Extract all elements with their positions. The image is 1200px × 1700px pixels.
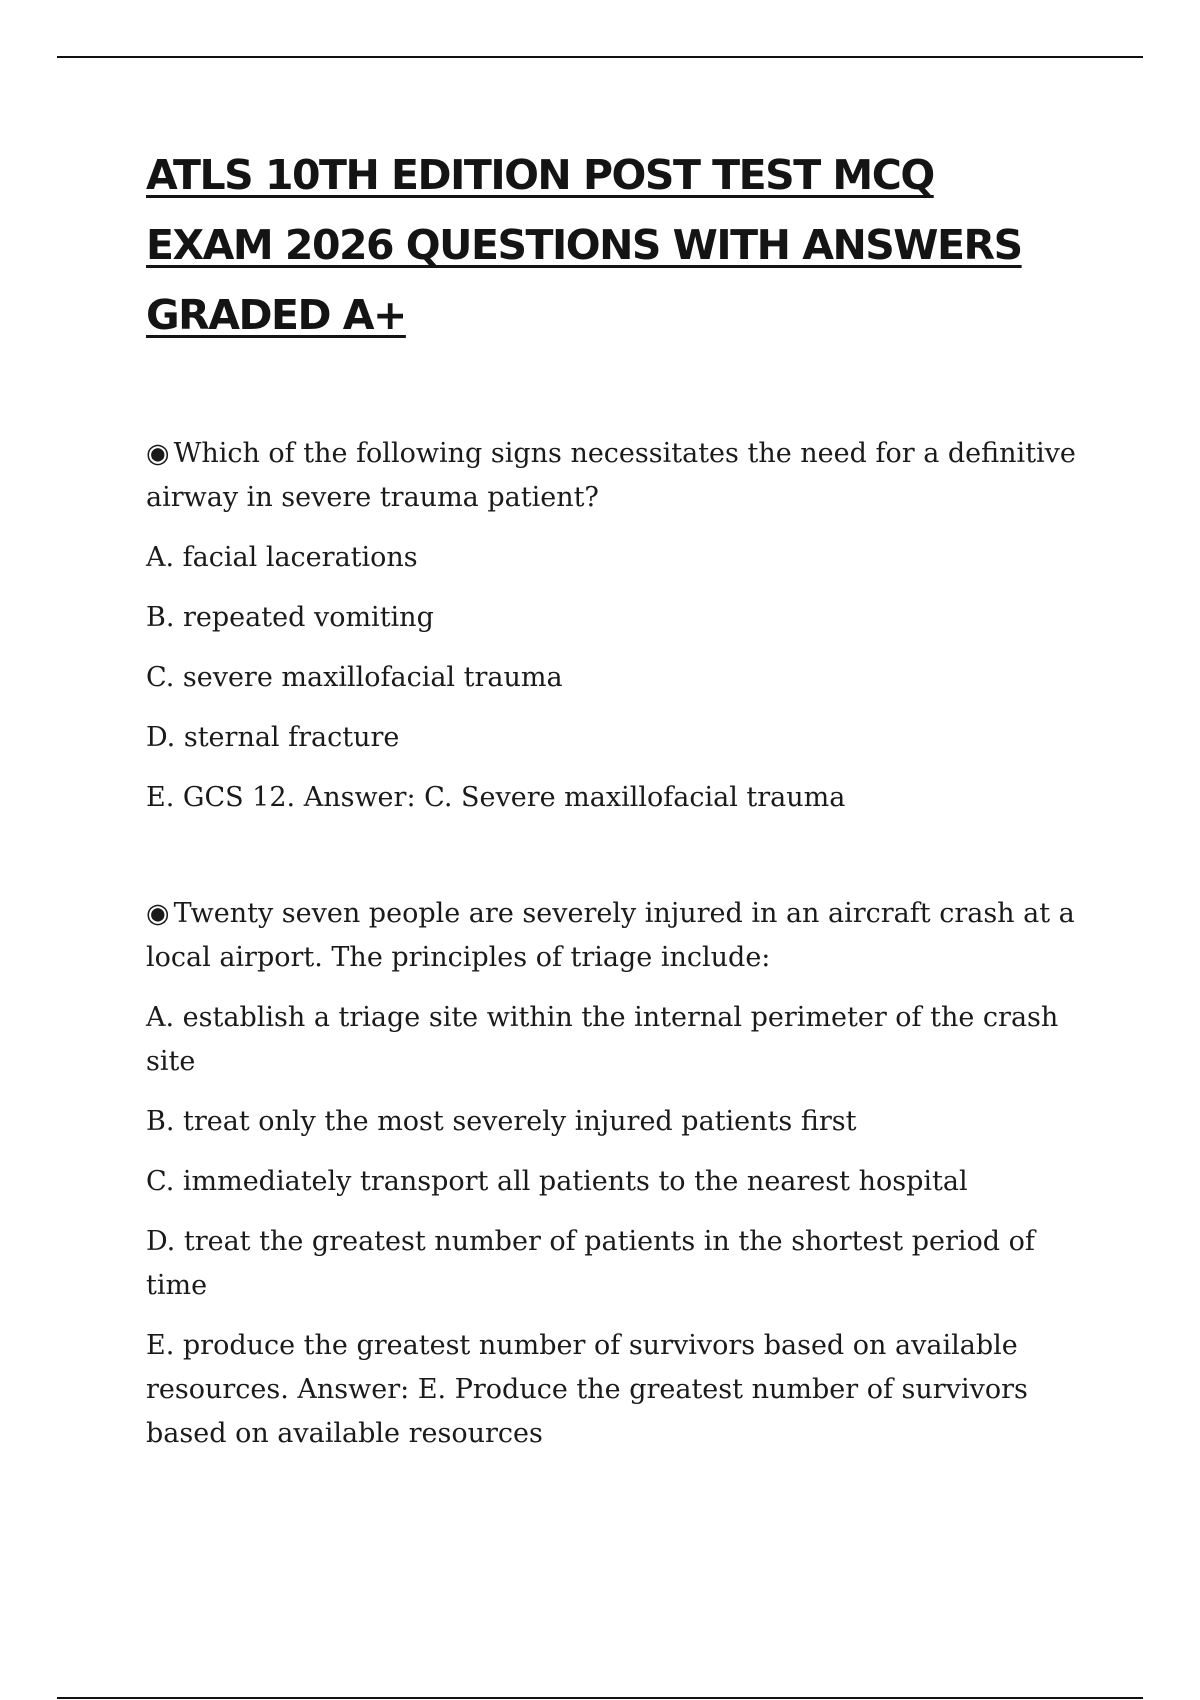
option-d: D. treat the greatest number of patients in the shortest period of time <box>146 1226 1035 1301</box>
document-body <box>146 140 1096 1472</box>
question-stem <box>146 432 1096 520</box>
option-c: C. severe maxillofacial trauma <box>146 662 563 693</box>
option-e-with-answer: E. GCS 12. Answer: C. Severe maxillofacial trauma <box>146 782 846 813</box>
radio-bullet-icon: ◉ <box>146 438 170 469</box>
option-e-with-answer: E. produce the greatest number of survivors based on available resources. Answer: E. Produce the greatest number of survivors based on available resources <box>146 1330 1028 1449</box>
question-stem <box>146 892 1096 980</box>
option-c: C. immediately transport all patients to the nearest hospital <box>146 1166 968 1197</box>
document-title: ATLS 10TH EDITION POST TEST MCQ EXAM 2026 QUESTIONS WITH ANSWERS GRADED A+ <box>146 151 1022 339</box>
option-a: A. facial lacerations <box>146 542 418 573</box>
footer-rule <box>57 1697 1143 1699</box>
question-1 <box>146 432 1096 820</box>
option-b: B. treat only the most severely injured patients first <box>146 1106 857 1137</box>
option-b: B. repeated vomiting <box>146 602 434 633</box>
option-a: A. establish a triage site within the internal perimeter of the crash site <box>146 1002 1059 1077</box>
question-text: Which of the following signs necessitates the need for a definitive airway in severe trauma patient? <box>146 438 1076 513</box>
option-d: D. sternal fracture <box>146 722 400 753</box>
question-2 <box>146 892 1096 1456</box>
radio-bullet-icon: ◉ <box>146 898 170 929</box>
question-text: Twenty seven people are severely injured in an aircraft crash at a local airport. The principles of triage include: <box>146 898 1075 973</box>
header-rule <box>57 56 1143 58</box>
